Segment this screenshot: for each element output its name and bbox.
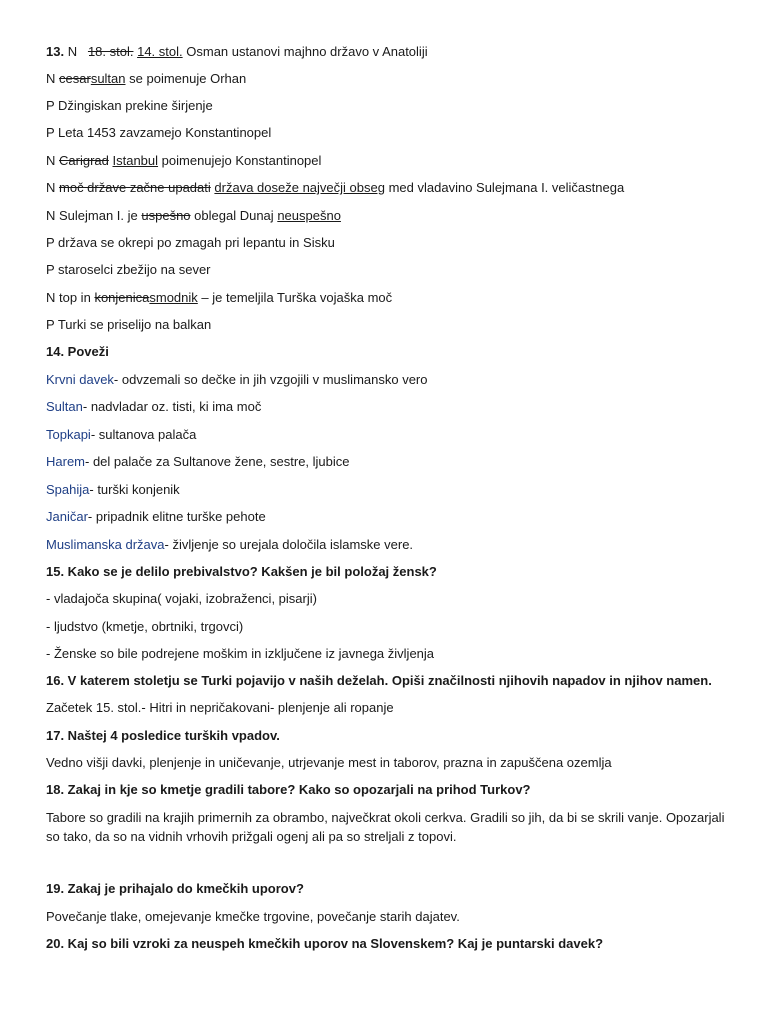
q13-line-8: P država se okrepi po zmagah pri lepantu in Sisku — [46, 235, 335, 250]
q13-line-4: P Leta 1453 zavzamejo Konstantinopel — [46, 125, 272, 140]
q13-l5-text: poimenujejo Konstantinopel — [161, 153, 322, 168]
q14-item — [46, 536, 728, 554]
q13-l10-inserted: smodnik — [149, 290, 198, 305]
q15-answer-1: - vladajoča skupina( vojaki, izobraženci, pisarji) — [46, 591, 317, 606]
q14-definition: - sultanova palača — [90, 427, 197, 442]
q13-l6-text: med vladavino Sulejmana I. veličastnega — [388, 180, 625, 195]
q15-answer-3: - Ženske so bile podrejene moškim in izključene iz javnega življenja — [46, 646, 435, 661]
q13-l1-text: Osman ustanovi majhno državo v Anatoliji — [186, 44, 428, 59]
q14-term: Sultan — [46, 399, 83, 414]
q13-l6-mark: N — [46, 180, 56, 195]
q19-answer: Povečanje tlake, omejevanje kmečke trgovine, povečanje starih dajatev. — [46, 909, 460, 924]
q13-number: 13. — [46, 44, 65, 59]
q13-l10-text: N top in — [46, 290, 91, 305]
q13-l6-struck: moč države začne upadati — [59, 180, 211, 195]
q13-line-5 — [46, 152, 728, 170]
q13-l7-text-2: oblegal Dunaj — [194, 208, 274, 223]
q14-item — [46, 508, 728, 526]
q13-l7-struck: uspešno — [141, 208, 191, 223]
q13-line-3: P Džingiskan prekine širjenje — [46, 98, 213, 113]
q15-answer-2: - ljudstvo (kmetje, obrtniki, trgovci) — [46, 619, 244, 634]
q13-l2-inserted: sultan — [90, 71, 126, 86]
q20-heading: 20. Kaj so bili vzroki za neuspeh kmečkih uporov na Slovenskem? Kaj je puntarski davek? — [46, 936, 604, 951]
q13-line-9: P staroselci zbežijo na sever — [46, 262, 211, 277]
q13-l1-inserted: 14. stol. — [137, 44, 183, 59]
q14-definition: - del palače za Sultanove žene, sestre, ljubice — [85, 454, 350, 469]
q18-heading: 18. Zakaj in kje so kmetje gradili tabore? Kako so opozarjali na prihod Turkov? — [46, 782, 531, 797]
q16-heading: 16. V katerem stoletju se Turki pojavijo v naših deželah. Opiši značilnosti njihovih napadov in njihov namen. — [46, 673, 712, 688]
q13-line-7 — [46, 207, 728, 225]
q15-heading: 15. Kako se je delilo prebivalstvo? Kakšen je bil položaj žensk? — [46, 564, 437, 579]
q14-item — [46, 426, 728, 444]
q14-item — [46, 398, 728, 416]
q13-l2-struck: cesar — [59, 71, 91, 86]
q13-l7-text: N Sulejman I. je — [46, 208, 138, 223]
q13-l2-mark: N — [46, 71, 56, 86]
q14-definition: - turški konjenik — [89, 482, 180, 497]
q13-l7-inserted: neuspešno — [277, 208, 341, 223]
q13-line-1 — [46, 43, 728, 61]
q14-item — [46, 371, 728, 389]
q13-line-10 — [46, 289, 728, 307]
q18-answer: Tabore so gradili na krajih primernih za obrambo, največkrat okoli cerkva. Gradili so jih, da bi se skrili vanje. Opozarjali so tako, da so na vidnih vrhovih prižgali ogenj ali pa so streljali z topovi. — [46, 810, 725, 844]
q13-l6-inserted: država doseže največji obseg — [214, 180, 385, 195]
q17-answer: Vedno višji davki, plenjenje in uničevanje, utrjevanje mest in taborov, prazna in zapuščena ozemlja — [46, 755, 612, 770]
q14-term: Spahija — [46, 482, 90, 497]
q14-term: Topkapi — [46, 427, 91, 442]
q13-l5-struck: Carigrad — [59, 153, 109, 168]
q16-answer: Začetek 15. stol.- Hitri in nepričakovani- plenjenje ali ropanje — [46, 700, 394, 715]
q13-l1-struck: 18. stol. — [87, 44, 134, 59]
q19-heading: 19. Zakaj je prihajalo do kmečkih uporov? — [46, 881, 304, 896]
q14-term: Janičar — [46, 509, 88, 524]
q13-l5-mark: N — [46, 153, 56, 168]
q13-line-6 — [46, 179, 728, 197]
q13-l1-mark: N — [67, 44, 78, 59]
q13-l5-inserted: Istanbul — [112, 153, 159, 168]
q17-heading: 17. Naštej 4 posledice turških vpadov. — [46, 728, 280, 743]
q14-term: Harem — [46, 454, 86, 469]
q13-l2-text: se poimenuje Orhan — [129, 71, 247, 86]
q13-l10-text-2: – je temeljila Turška vojaška moč — [201, 290, 393, 305]
q14-definition: - pripadnik elitne turške pehote — [87, 509, 266, 524]
q13-line-11: P Turki se priselijo na balkan — [46, 317, 212, 332]
q14-term: Muslimanska država — [46, 537, 165, 552]
q13-l10-struck: konjenica — [94, 290, 150, 305]
q13-line-2 — [46, 70, 728, 88]
q14-definition: - nadvladar oz. tisti, ki ima moč — [82, 399, 262, 414]
q14-term: Krvni davek — [46, 372, 114, 387]
q14-definition: - življenje so urejala določila islamske vere. — [164, 537, 414, 552]
q14-definition: - odvzemali so dečke in jih vzgojili v muslimansko vero — [113, 372, 428, 387]
q14-item — [46, 481, 728, 499]
q14-item — [46, 453, 728, 471]
q14-heading: 14. Poveži — [46, 344, 109, 359]
